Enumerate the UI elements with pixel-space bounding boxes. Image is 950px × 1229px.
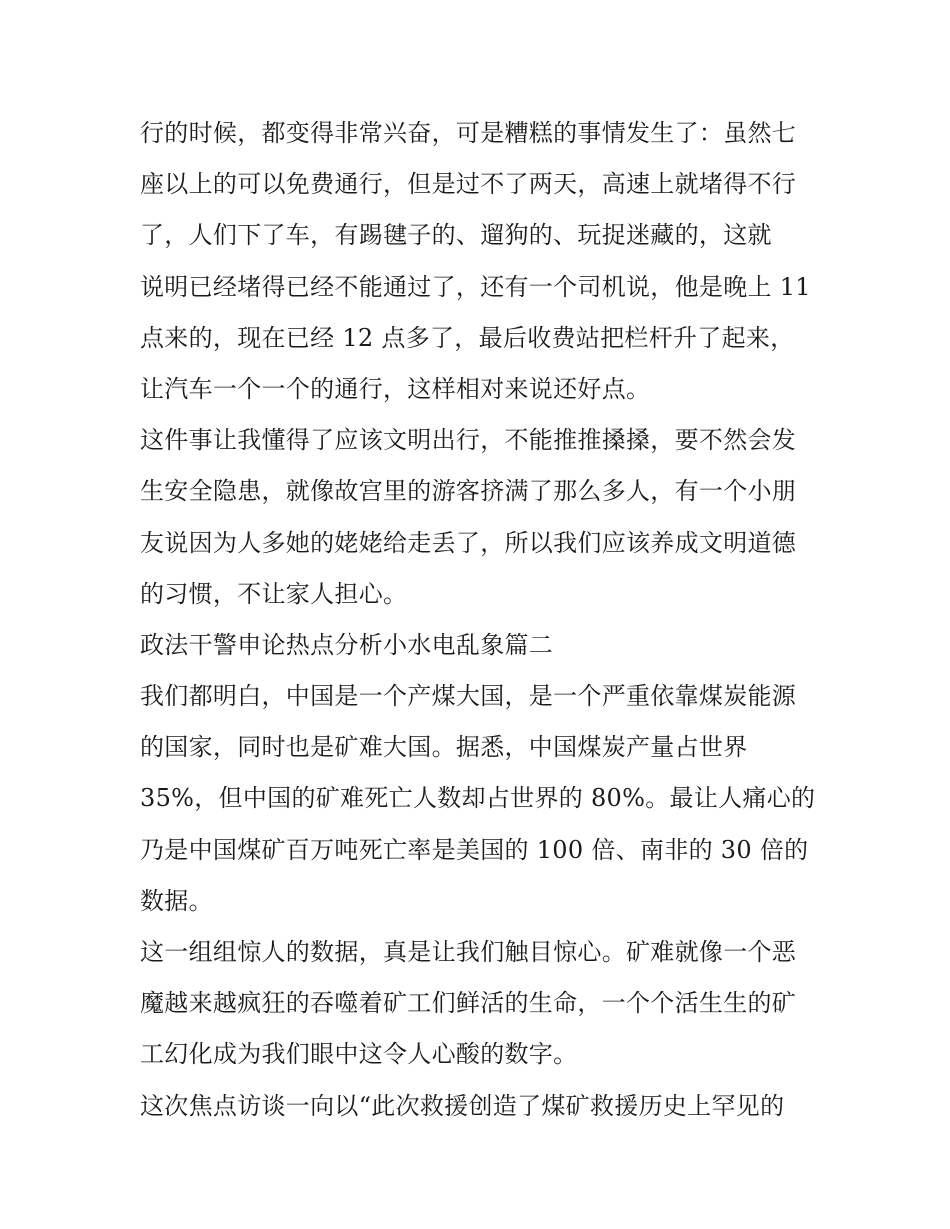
text-line: 行的时候，都变得非常兴奋，可是糟糕的事情发生了：虽然七 <box>140 119 797 147</box>
text-line: 的习惯，不让家人担心。 <box>140 579 408 608</box>
text-line: 了，人们下了车，有踢毽子的、遛狗的、玩捉迷藏的，这就 <box>140 221 772 250</box>
text-line: 这一组组惊人的数据，真是让我们触目惊心。矿难就像一个恶 <box>140 938 797 966</box>
text-line: 工幻化成为我们眼中这令人心酸的数字。 <box>140 1040 578 1069</box>
text-line: 乃是中国煤矿百万吨死亡率是美国的 100 倍、南非的 30 倍的 <box>140 835 809 864</box>
text-line: 魔越来越疯狂的吞噬着矿工们鲜活的生命，一个个活生生的矿 <box>140 989 797 1018</box>
text-line: 我们都明白，中国是一个产煤大国，是一个严重依靠煤炭能源 <box>140 682 797 711</box>
text-line: 点来的，现在已经 12 点多了，最后收费站把栏杆升了起来， <box>140 323 795 352</box>
text-line: 说明已经堵得已经不能通过了，还有一个司机说，他是晚上 11 <box>140 272 811 301</box>
text-line: 这件事让我懂得了应该文明出行，不能推推搡搡，要不然会发 <box>140 426 797 455</box>
document-body <box>140 108 816 1132</box>
text-line: 友说因为人多她的姥姥给走丢了，所以我们应该养成文明道德 <box>140 528 797 557</box>
text-line: 数据。 <box>140 886 213 915</box>
text-line: 让汽车一个一个的通行，这样相对来说还好点。 <box>140 374 651 403</box>
text-line: 座以上的可以免费通行，但是过不了两天，高速上就堵得不行 <box>140 170 797 199</box>
text-line: 35%，但中国的矿难死亡人数却占世界的 80%。最让人痛心的 <box>140 784 816 813</box>
section-heading: 政法干警申论热点分析小水电乱象篇二 <box>140 630 554 659</box>
text-line: 生安全隐患，就像故宫里的游客挤满了那么多人，有一个小朋 <box>140 477 797 506</box>
text-line: 这次焦点访谈一向以“此次救援创造了煤矿救援历史上罕见的 <box>140 1091 785 1120</box>
text-line: 的国家，同时也是矿难大国。据悉，中国煤炭产量占世界 <box>140 733 748 762</box>
